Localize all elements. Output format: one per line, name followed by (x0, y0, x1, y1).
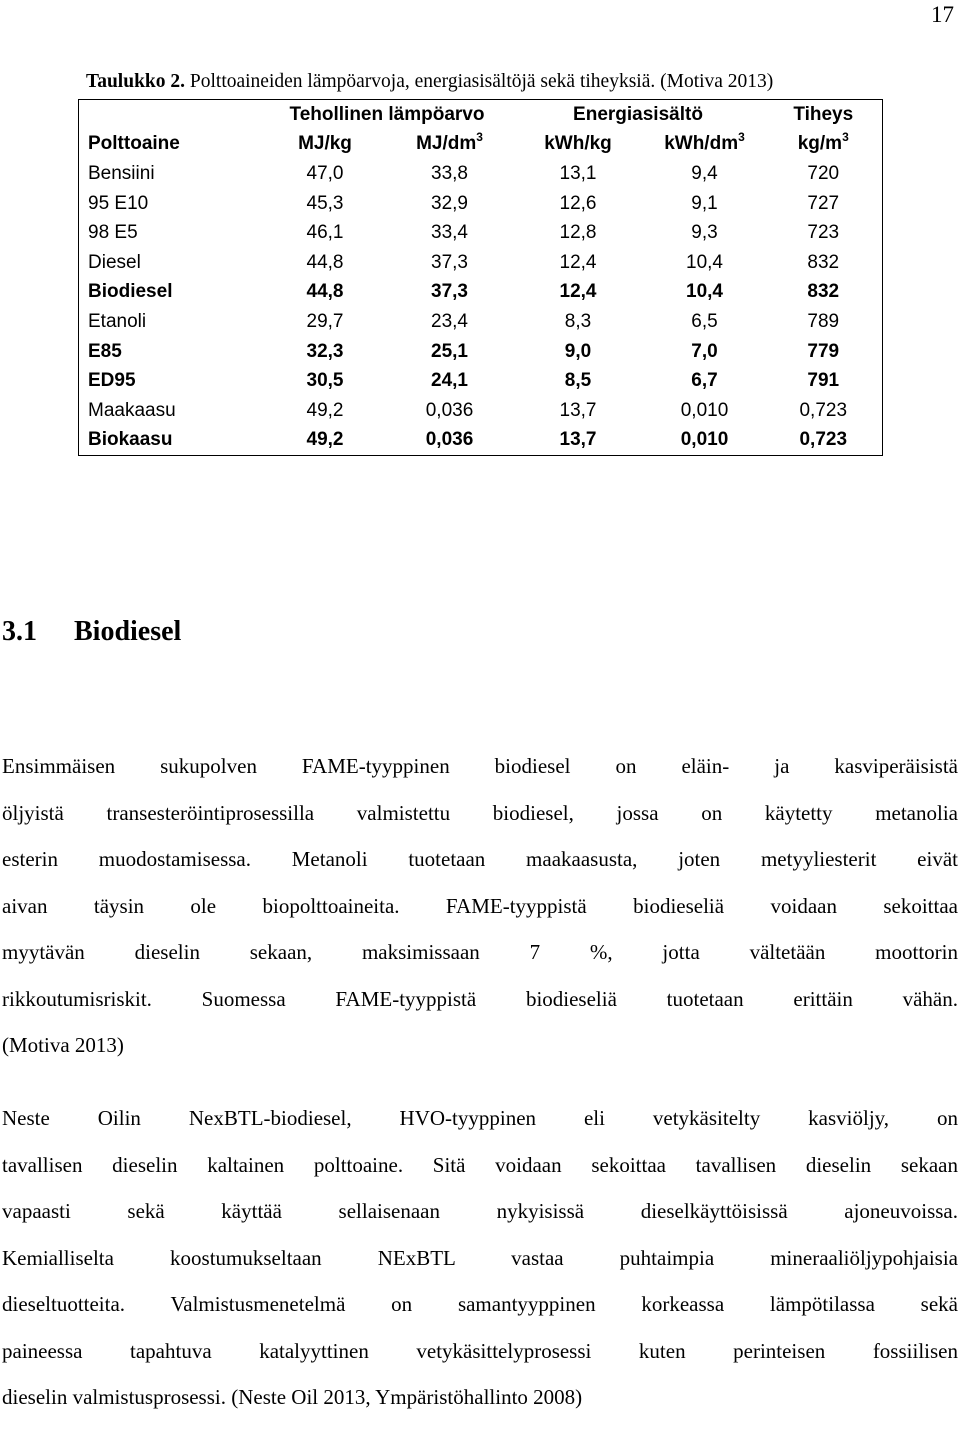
section-heading (2, 616, 181, 648)
value-cell: 37,3 (431, 281, 468, 303)
value-cell: 37,3 (431, 251, 468, 273)
value-cell: 0,723 (799, 429, 848, 451)
section-title: Biodiesel (74, 616, 182, 647)
value-cell: 44,8 (306, 281, 344, 303)
value-cell: 32,3 (306, 340, 344, 362)
value-cell: 13,7 (559, 429, 597, 451)
paragraph-line: dieselin valmistusprosessi. (Neste Oil 2013, Ympäristöhallinto 2008) (2, 1385, 583, 1409)
fuel-name-cell: 95 E10 (88, 192, 149, 214)
fuel-name-cell: Bensiini (88, 162, 155, 184)
fuel-table (78, 99, 883, 456)
value-cell: 46,1 (306, 222, 344, 244)
fuel-name-cell: Biodiesel (88, 281, 173, 303)
value-cell: 9,1 (691, 192, 718, 214)
table-group-header-row (79, 100, 883, 130)
caption-label: Taulukko 2. (86, 71, 186, 92)
caption-text: Polttoaineiden lämpöarvoja, energiasisältöjä sekä tiheyksiä. (Motiva 2013) (189, 71, 774, 92)
table-row (79, 278, 883, 308)
table-row (79, 426, 883, 456)
table-header-empty (79, 100, 263, 130)
value-cell: 0,010 (680, 399, 729, 421)
fuel-name-cell: ED95 (88, 370, 136, 392)
value-cell: 10,4 (686, 251, 723, 273)
paragraph-line: Neste Oilin NexBTL-biodiesel, HVO-tyyppinen eli vetykäsitelty kasviöljy, on (2, 1106, 958, 1130)
value-cell: 25,1 (431, 340, 468, 362)
value-cell: 49,2 (306, 399, 344, 421)
fuel-name-cell: 98 E5 (88, 222, 138, 244)
paragraph-1 (2, 751, 958, 1077)
table-row (79, 159, 883, 189)
fuel-name-cell: Maakaasu (88, 399, 176, 421)
unit-header: $MJ/dm^3$ (416, 130, 483, 155)
unit-header: kWh/kg (544, 133, 612, 155)
value-cell: 45,3 (306, 192, 344, 214)
value-cell: 24,1 (431, 370, 468, 392)
value-cell: 12,4 (559, 251, 597, 273)
table-row (79, 396, 883, 426)
paragraph-line: paineessa tapahtuva katalyyttinen vetykäsittelyprosessi kuten perinteisen fossiilisen (2, 1338, 958, 1363)
paragraph-line: Ensimmäisen sukupolven FAME-tyyppinen biodiesel on eläin- ja kasviperäisistä (2, 754, 958, 778)
value-cell: 12,8 (559, 222, 597, 244)
unit-header: MJ/kg (298, 133, 352, 155)
value-cell: 832 (807, 251, 840, 273)
value-cell: 44,8 (306, 251, 344, 273)
value-cell: 0,036 (425, 399, 474, 421)
value-cell: 0,723 (799, 399, 848, 421)
value-cell: 13,1 (559, 162, 597, 184)
value-cell: 7,0 (691, 340, 718, 362)
paragraph-line: aivan täysin ole biopolttoaineita. FAME-tyyppistä biodieseliä voidaan sekoittaa (2, 893, 958, 918)
table-row (79, 337, 883, 367)
table-row (79, 218, 883, 248)
value-cell: 832 (807, 281, 840, 303)
table-unit-header-row (79, 130, 883, 160)
value-cell: 0,010 (680, 429, 729, 451)
paragraph-line: (Motiva 2013) (2, 1033, 124, 1057)
value-cell: 32,9 (431, 192, 468, 214)
header-energy-content: Energiasisältö (573, 103, 703, 125)
table-row (79, 189, 883, 219)
value-cell: 10,4 (686, 281, 723, 303)
paragraph-line: tavallisen dieselin kaltainen polttoaine. Sitä voidaan sekoittaa tavallisen dieselin sekaan (2, 1152, 958, 1177)
paragraph-line: öljyistä transesteröintiprosessilla valmistettu biodiesel, jossa on käytetty metanolia (2, 800, 958, 825)
value-cell: 8,3 (564, 310, 592, 332)
paragraph-line: dieseltuotteita. Valmistusmenetelmä on samantyyppinen korkeassa lämpötilassa sekä (2, 1292, 958, 1316)
fuel-name-cell: Biokaasu (88, 429, 173, 451)
value-cell: 723 (807, 222, 840, 244)
header-density: Tiheys (793, 103, 854, 125)
value-cell: 30,5 (306, 370, 344, 392)
table-caption (86, 71, 773, 93)
value-cell: 9,3 (691, 222, 718, 244)
value-cell: 49,2 (306, 429, 344, 451)
value-cell: 779 (807, 340, 840, 362)
paragraph-line: vapaasti sekä käyttää sellaisenaan nykyisissä dieselkäyttöisissä ajoneuvoissa. (2, 1199, 958, 1223)
value-cell: 791 (807, 370, 840, 392)
fuel-name-cell: Diesel (88, 251, 141, 273)
section-number: 3.1 (2, 616, 37, 647)
value-cell: 29,7 (306, 310, 344, 332)
fuel-name-cell: Etanoli (88, 310, 147, 332)
value-cell: 33,4 (431, 222, 468, 244)
header-fuel: Polttoaine (88, 133, 180, 155)
value-cell: 6,5 (691, 310, 718, 332)
unit-header: $kg/m^3$ (797, 130, 849, 155)
value-cell: 789 (807, 310, 840, 332)
value-cell: 13,7 (559, 399, 597, 421)
table-row (79, 248, 883, 278)
paragraph-2 (2, 1103, 958, 1429)
value-cell: 727 (807, 192, 840, 214)
value-cell: 47,0 (306, 162, 344, 184)
page-number: 17 (931, 2, 954, 27)
paragraph-line: rikkoutumisriskit. Suomessa FAME-tyyppistä biodieseliä tuotetaan erittäin vähän. (2, 986, 958, 1011)
value-cell: 9,4 (691, 162, 718, 184)
paragraph-line: esterin muodostamisessa. Metanoli tuotetaan maakaasusta, joten metyyliesterit eivät (2, 847, 958, 871)
value-cell: 720 (807, 162, 840, 184)
value-cell: 0,036 (425, 429, 474, 451)
table-row (79, 307, 883, 337)
value-cell: 8,5 (564, 370, 592, 392)
value-cell: 9,0 (564, 340, 592, 362)
value-cell: 12,6 (559, 192, 597, 214)
value-cell: 6,7 (691, 370, 718, 392)
table-row (79, 366, 883, 396)
header-heating-value: Tehollinen lämpöarvo (289, 103, 485, 125)
paragraph-line: Kemialliselta koostumukseltaan NExBTL vastaa puhtaimpia mineraaliöljypohjaisia (2, 1245, 958, 1270)
unit-header: kWh/$dm^3$ (664, 130, 745, 155)
paragraph-line: myytävän dieselin sekaan, maksimissaan 7 %, jotta vältetään moottorin (2, 940, 958, 964)
value-cell: 33,8 (431, 162, 468, 184)
value-cell: 12,4 (559, 281, 597, 303)
fuel-name-cell: E85 (88, 340, 122, 362)
value-cell: 23,4 (431, 310, 468, 332)
